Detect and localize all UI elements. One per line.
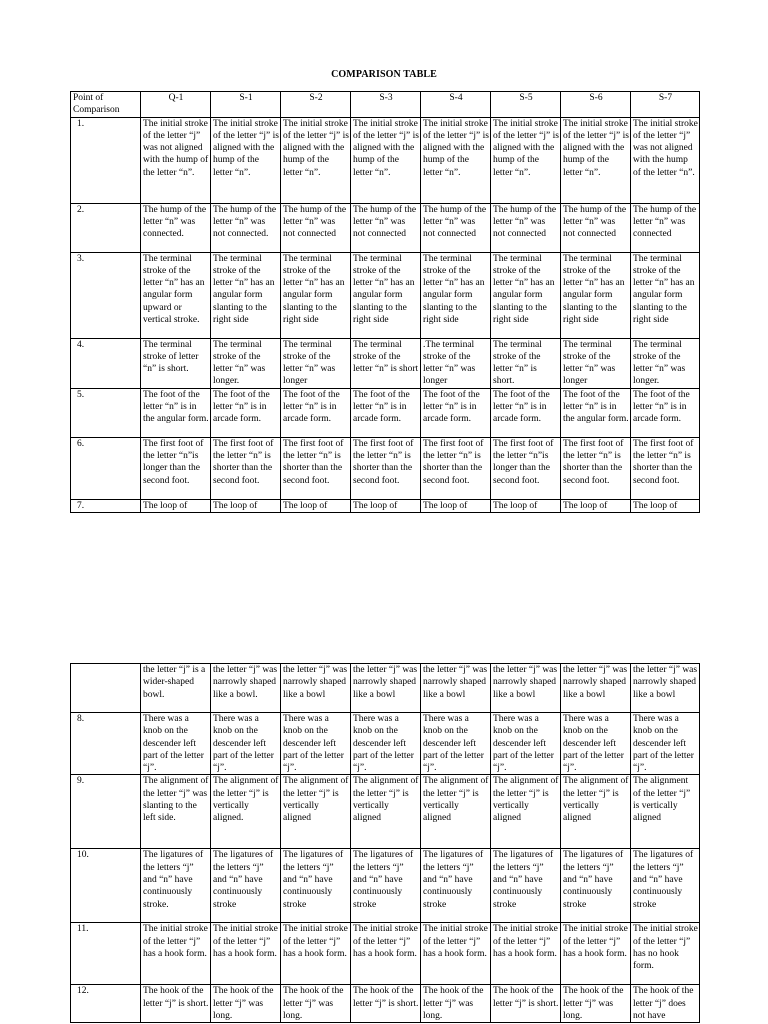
table-cell: The foot of the letter “n” is in arcade form. <box>421 388 491 437</box>
table-cell: The alignment of the letter “j” is vertically aligned <box>421 775 491 849</box>
table-cell: The foot of the letter “n” is in arcade form. <box>351 388 421 437</box>
table-cell: The ligatures of the letters “j” and “n” have continuously stroke <box>491 849 561 923</box>
table-cell: The terminal stroke of the letter “n” has an angular form upward or vertical stroke. <box>141 252 211 338</box>
header-point-of-comparison: Point of Comparison <box>71 92 141 118</box>
table-cell: The hump of the letter “n” was not connected <box>281 203 351 252</box>
table-cell: The foot of the letter “n” is in arcade form. <box>491 388 561 437</box>
table-cell: The initial stroke of the letter “j” has a hook form. <box>141 923 211 985</box>
table-cell: The foot of the letter “n” is in arcade form. <box>631 388 700 437</box>
table-cell: The alignment of the letter “j” is vertically aligned <box>631 775 700 849</box>
header-s2: S-2 <box>281 92 351 118</box>
table-cell: The initial stroke of the letter “j” has a hook form. <box>561 923 631 985</box>
table-cell: There was a knob on the descender left part of the letter “j”. <box>281 713 351 775</box>
table-cell: The hook of the letter “j” was long. <box>211 985 281 1023</box>
table-cell: The terminal stroke of the letter “n” was longer <box>281 338 351 388</box>
point-number: 6. <box>71 437 141 499</box>
table-cell: The hump of the letter “n” was connected <box>631 203 700 252</box>
table-cell: The loop of <box>211 499 281 512</box>
table-cell: The initial stroke of the letter “j” is aligned with the hump of the letter “n”. <box>491 117 561 203</box>
table-cell: There was a knob on the descender left part of the letter “j”. <box>561 713 631 775</box>
table-cell: The hook of the letter “j” was long. <box>561 985 631 1023</box>
table-cell: The first foot of the letter “n” is shorter than the second foot. <box>631 437 700 499</box>
table-row <box>71 499 700 512</box>
table-cell: The alignment of the letter “j” was slanting to the left side. <box>141 775 211 849</box>
point-number: 11. <box>71 923 141 985</box>
table-cell: The hump of the letter “n” was not connected <box>491 203 561 252</box>
table-cell: The hump of the letter “n” was not connected <box>351 203 421 252</box>
table-row <box>71 117 700 203</box>
table-header <box>71 92 700 118</box>
table-cell: The initial stroke of the letter “j” has a hook form. <box>211 923 281 985</box>
table-cell: There was a knob on the descender left part of the letter “j”. <box>421 713 491 775</box>
table-cell: The hook of the letter “j” is short. <box>141 985 211 1023</box>
table-cell: The foot of the letter “n” is in the angular form. <box>561 388 631 437</box>
table-cell: The initial stroke of the letter “j” is aligned with the hump of the letter “n”. <box>211 117 281 203</box>
table-cell: The alignment of the letter “j” is vertically aligned <box>491 775 561 849</box>
point-number: 3. <box>71 252 141 338</box>
table-row <box>71 775 700 849</box>
table-cell: The initial stroke of the letter “j” has a hook form. <box>351 923 421 985</box>
table-row <box>71 923 700 985</box>
table-cell: The initial stroke of the letter “j” was not aligned with the hump of the letter “n”. <box>141 117 211 203</box>
table-cell: The terminal stroke of the letter “n” has an angular form slanting to the right side <box>281 252 351 338</box>
table-cell: The foot of the letter “n” is in arcade form. <box>281 388 351 437</box>
table-cell: the letter “j” was narrowly shaped like a bowl <box>491 664 561 713</box>
header-s1: S-1 <box>211 92 281 118</box>
table-cell: The foot of the letter “n” is in arcade form. <box>211 388 281 437</box>
table-cell: The loop of <box>421 499 491 512</box>
table-cell: The ligatures of the letters “j” and “n” have continuously stroke <box>561 849 631 923</box>
table-row <box>71 252 700 338</box>
table-row <box>71 849 700 923</box>
table-cell: The loop of <box>141 499 211 512</box>
table-cell: The hook of the letter “j” is short. <box>491 985 561 1023</box>
table-cell: The initial stroke of the letter “j” is aligned with the hump of the letter “n”. <box>281 117 351 203</box>
comparison-table-top <box>70 91 700 513</box>
point-number: 7. <box>71 499 141 512</box>
table-cell: The alignment of the letter “j” is vertically aligned. <box>211 775 281 849</box>
table-cell: The terminal stroke of the letter “n” is short. <box>491 338 561 388</box>
table-cell: The terminal stroke of the letter “n” has an angular form slanting to the right side <box>561 252 631 338</box>
table-cell: The initial stroke of the letter “j” has no hook form. <box>631 923 700 985</box>
point-number: 2. <box>71 203 141 252</box>
table-cell: There was a knob on the descender left part of the letter “j”. <box>351 713 421 775</box>
table-cell: the letter “j” was narrowly shaped like a bowl <box>421 664 491 713</box>
table-cell: There was a knob on the descender left part of the letter “j”. <box>491 713 561 775</box>
point-number: 12. <box>71 985 141 1023</box>
header-s7: S-7 <box>631 92 700 118</box>
point-number: 8. <box>71 713 141 775</box>
table-cell: The alignment of the letter “j” is vertically aligned <box>561 775 631 849</box>
table-body-top <box>71 117 700 512</box>
table-cell: .The terminal stroke of the letter “n” was longer <box>421 338 491 388</box>
table-cell: The initial stroke of the letter “j” is aligned with the hump of the letter “n”. <box>561 117 631 203</box>
table-cell: The first foot of the letter “n” is shorter than the second foot. <box>211 437 281 499</box>
table-row <box>71 338 700 388</box>
table-cell: The ligatures of the letters “j” and “n” have continuously stroke <box>421 849 491 923</box>
table-cell: the letter “j” was narrowly shaped like a bowl <box>281 664 351 713</box>
table-cell: The hook of the letter “j” does not have <box>631 985 700 1023</box>
table-cell: the letter “j” was narrowly shaped like a bowl <box>631 664 700 713</box>
table-cell: The first foot of the letter “n” is shorter than the second foot. <box>281 437 351 499</box>
table-cell: the letter “j” is a wider-shaped bowl. <box>141 664 211 713</box>
comparison-table-bottom <box>70 663 700 1023</box>
header-s5: S-5 <box>491 92 561 118</box>
table-cell: The initial stroke of the letter “j” has a hook form. <box>421 923 491 985</box>
table-cell: The loop of <box>491 499 561 512</box>
table-cell: The first foot of the letter “n” is shorter than the second foot. <box>561 437 631 499</box>
table-cell: The terminal stroke of the letter “n” has an angular form slanting to the right side <box>631 252 700 338</box>
table-cell: The terminal stroke of the letter “n” was longer. <box>211 338 281 388</box>
table-cell: The ligatures of the letters “j” and “n” have continuously stroke <box>211 849 281 923</box>
table-cell: The ligatures of the letters “j” and “n” have continuously stroke. <box>141 849 211 923</box>
header-s6: S-6 <box>561 92 631 118</box>
header-s4: S-4 <box>421 92 491 118</box>
point-number: 9. <box>71 775 141 849</box>
table-cell: The first foot of the letter “n”is longer than the second foot. <box>141 437 211 499</box>
table-cell: The initial stroke of the letter “j” has a hook form. <box>491 923 561 985</box>
table-cell: The initial stroke of the letter “j” has a hook form. <box>281 923 351 985</box>
table-cell: The hump of the letter “n” was not connected <box>421 203 491 252</box>
table-cell: the letter “j” was narrowly shaped like a bowl <box>561 664 631 713</box>
table-cell: The initial stroke of the letter “j” is aligned with the hump of the letter “n”. <box>421 117 491 203</box>
table-cell: The terminal stroke of the letter “n” has an angular form slanting to the right side <box>211 252 281 338</box>
header-s3: S-3 <box>351 92 421 118</box>
table-row <box>71 203 700 252</box>
table-cell: The alignment of the letter “j” is vertically aligned <box>351 775 421 849</box>
point-number: 1. <box>71 117 141 203</box>
table-cell: There was a knob on the descender left part of the letter “j”. <box>141 713 211 775</box>
header-q1: Q-1 <box>141 92 211 118</box>
table-body-bottom <box>71 664 700 1023</box>
table-cell: The loop of <box>281 499 351 512</box>
table-cell: There was a knob on the descender left part of the letter “j”. <box>631 713 700 775</box>
table-row <box>71 437 700 499</box>
table-cell: The foot of the letter “n” is in the angular form. <box>141 388 211 437</box>
table-cell: The first foot of the letter “n” is shorter than the second foot. <box>421 437 491 499</box>
table-cell: The ligatures of the letters “j” and “n” have continuously stroke <box>631 849 700 923</box>
table-cell: The initial stroke of the letter “j” was not aligned with the hump of the letter “n”. <box>631 117 700 203</box>
table-cell: The initial stroke of the letter “j” is aligned with the hump of the letter “n”. <box>351 117 421 203</box>
table-cell: The terminal stroke of the letter “n” is short <box>351 338 421 388</box>
table-cell: The terminal stroke of the letter “n” has an angular form slanting to the right side <box>421 252 491 338</box>
point-number: 10. <box>71 849 141 923</box>
point-number <box>71 664 141 713</box>
table-cell: The hump of the letter “n” was not connected <box>561 203 631 252</box>
table-cell: The ligatures of the letters “j” and “n” have continuously stroke <box>281 849 351 923</box>
point-number: 4. <box>71 338 141 388</box>
table-cell: The hook of the letter “j” was long. <box>421 985 491 1023</box>
table-cell: The hump of the letter “n” was not connected. <box>211 203 281 252</box>
table-cell: The terminal stroke of the letter “n” was longer <box>561 338 631 388</box>
table-row <box>71 713 700 775</box>
table-cell: The loop of <box>351 499 421 512</box>
table-cell: The hook of the letter “j” was long. <box>281 985 351 1023</box>
table-cell: The terminal stroke of the letter “n” was longer. <box>631 338 700 388</box>
table-cell: The first foot of the letter “n” is shorter than the second foot. <box>351 437 421 499</box>
table-row <box>71 985 700 1023</box>
table-cell: The hump of the letter “n” was connected. <box>141 203 211 252</box>
table-cell: The loop of <box>561 499 631 512</box>
table-cell: The terminal stroke of letter “n” is short. <box>141 338 211 388</box>
table-cell: The first foot of the letter “n”is longer than the second foot. <box>491 437 561 499</box>
table-cell: The ligatures of the letters “j” and “n” have continuously stroke <box>351 849 421 923</box>
table-cell: The terminal stroke of the letter “n” has an angular form slanting to the right side <box>491 252 561 338</box>
table-row <box>71 388 700 437</box>
table-cell: the letter “j” was narrowly shaped like a bowl <box>351 664 421 713</box>
table-row <box>71 664 700 713</box>
table-cell: The loop of <box>631 499 700 512</box>
table-cell: The alignment of the letter “j” is vertically aligned <box>281 775 351 849</box>
table-cell: The terminal stroke of the letter “n” has an angular form slanting to the right side <box>351 252 421 338</box>
table-cell: the letter “j” was narrowly shaped like a bowl. <box>211 664 281 713</box>
table-cell: The hook of the letter “j” is short. <box>351 985 421 1023</box>
point-number: 5. <box>71 388 141 437</box>
page-title: COMPARISON TABLE <box>331 69 437 80</box>
table-cell: There was a knob on the descender left part of the letter “j”. <box>211 713 281 775</box>
